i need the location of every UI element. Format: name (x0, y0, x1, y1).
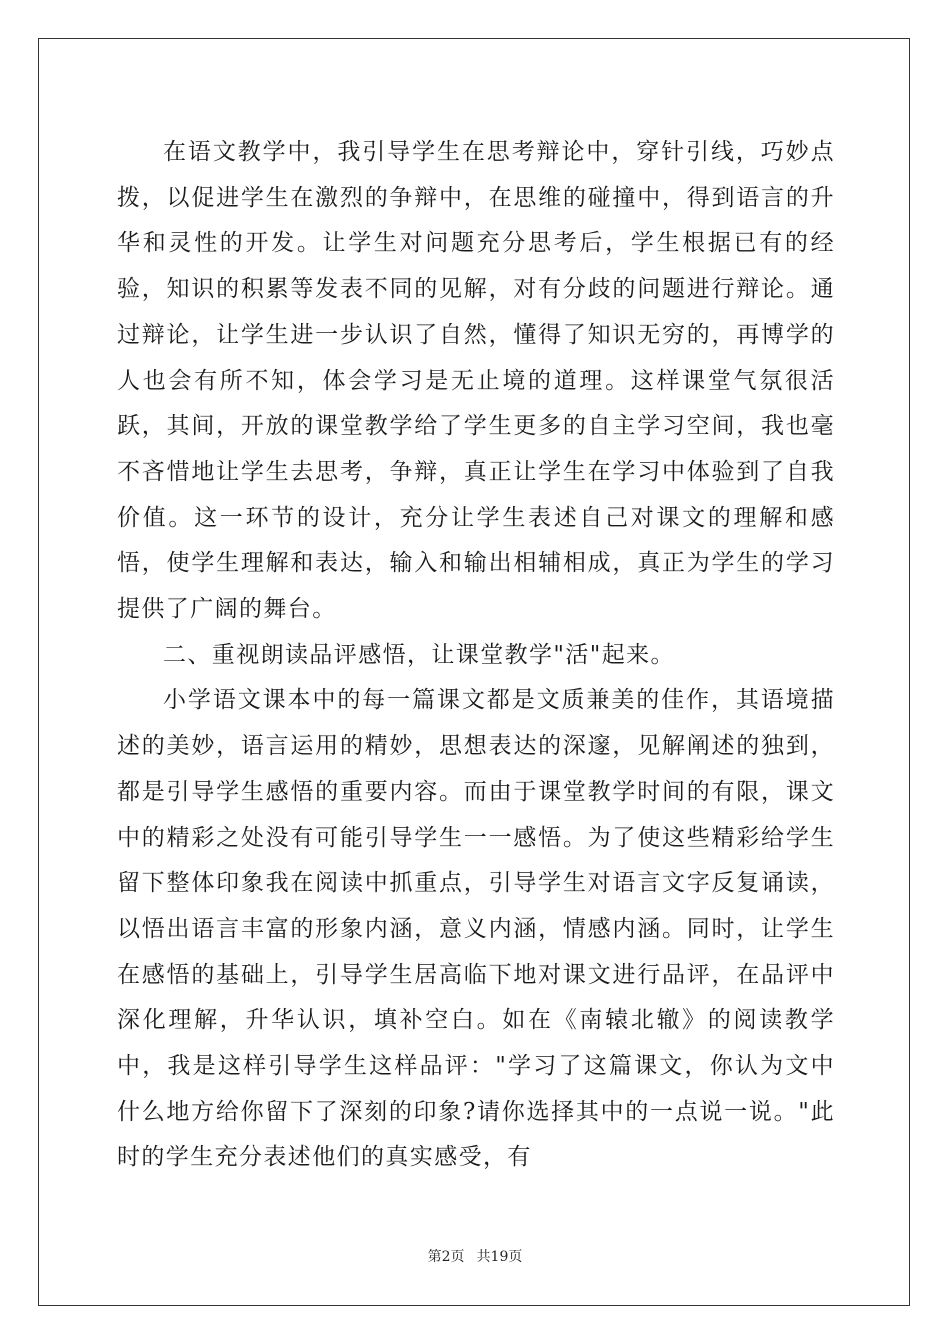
paragraph-2: 小学语文课本中的每一篇课文都是文质兼美的佳作，其语境描述的美妙，语言运用的精妙，思想表达的深邃，见解阐述的独到，都是引导学生感悟的重要内容。而由于课堂教学时间的有限，课文中的精彩之处没有可能引导学生一一感悟。为了使这些精彩给学生留下整体印象我在阅读中抓重点，引导学生对语言文字反复诵读，以悟出语言丰富的形象内涵，意义内涵，情感内涵。同时，让学生在感悟的基础上，引导学生居高临下地对课文进行品评，在品评中深化理解，升华认识，填补空白。如在《南辕北辙》的阅读教学中，我是这样引导学生这样品评："学习了这篇课文，你认为文中什么地方给你留下了深刻的印象?请你选择其中的一点说一说。"此时的学生充分表述他们的真实感受，有 (117, 687, 835, 1171)
section-heading: 二、重视朗读品评感悟，让课堂教学"活"起来。 (163, 641, 675, 668)
page-footer (0, 1246, 950, 1266)
page-number: 第2页 (427, 1249, 465, 1265)
document-body (117, 130, 835, 1181)
page-total: 共19页 (476, 1249, 523, 1265)
paragraph-1: 在语文教学中，我引导学生在思考辩论中，穿针引线，巧妙点拨，以促进学生在激烈的争辩中，在思维的碰撞中，得到语言的升华和灵性的开发。让学生对问题充分思考后，学生根据已有的经验，知识的积累等发表不同的见解，对有分歧的问题进行辩论。通过辩论，让学生进一步认识了自然，懂得了知识无穷的，再博学的人也会有所不知，体会学习是无止境的道理。这样课堂气氛很活跃，其间，开放的课堂教学给了学生更多的自主学习空间，我也毫不吝惜地让学生去思考，争辩，真正让学生在学习中体验到了自我价值。这一环节的设计，充分让学生表述自己对课文的理解和感悟，使学生理解和表达，输入和输出相辅相成，真正为学生的学习提供了广阔的舞台。 (117, 139, 835, 623)
